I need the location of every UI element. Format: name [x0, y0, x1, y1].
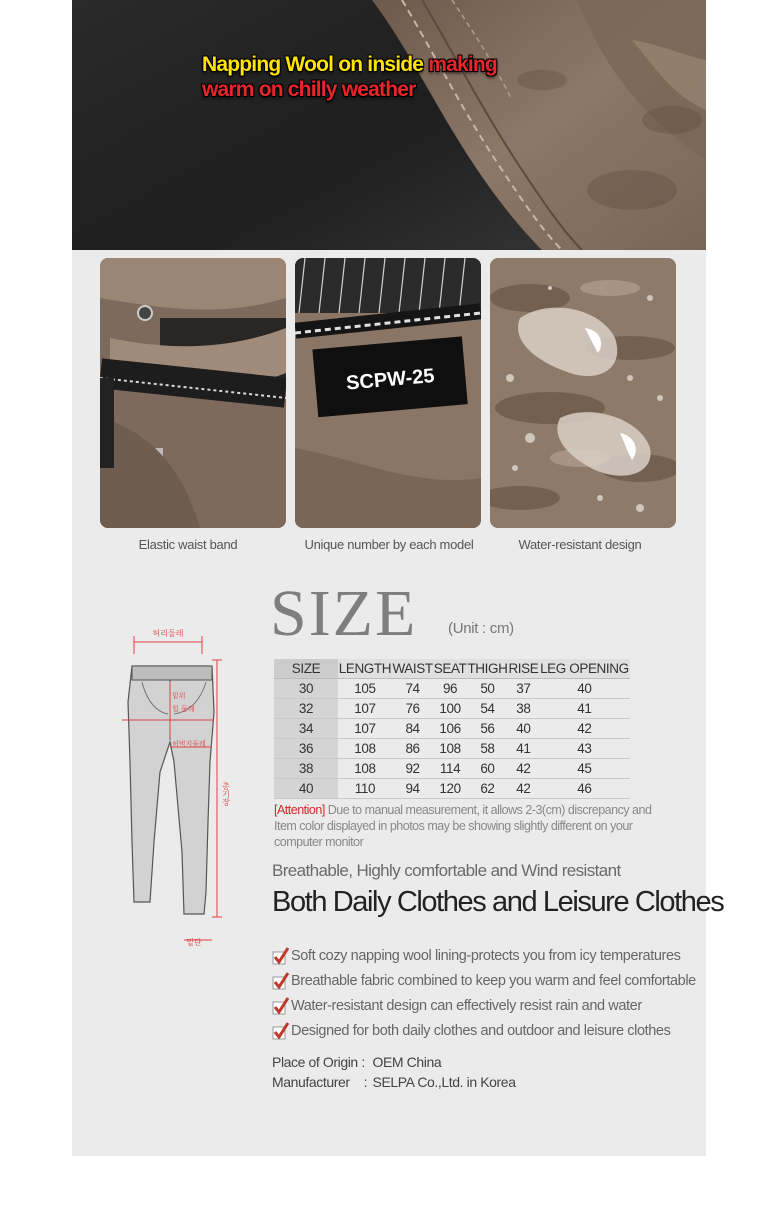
measurement-cell: 58	[467, 739, 508, 759]
measurement-cell: 54	[467, 699, 508, 719]
measurement-cell: 46	[539, 779, 630, 799]
product-detail-panel	[72, 0, 724, 1156]
waist-dimension-label: 허리둘레	[152, 629, 184, 638]
size-header-cell: SEAT	[433, 659, 467, 679]
attention-label: [Attention]	[274, 803, 325, 817]
hero-fabric-image	[72, 0, 706, 250]
origin-row	[272, 1054, 441, 1070]
thigh-dimension-label: 허벅지둘레	[172, 740, 206, 748]
measurement-cell: 84	[392, 719, 433, 739]
caption-water-resistant: Water-resistant design	[518, 537, 642, 552]
measurement-cell: 50	[467, 679, 508, 699]
size-table-row	[274, 699, 630, 719]
attention-note	[274, 802, 654, 850]
model-tag-text: SCPW-25	[345, 364, 436, 395]
feature-item	[272, 993, 696, 1018]
measurement-cell: 42	[508, 759, 539, 779]
measurement-cell: 107	[338, 719, 392, 739]
measurement-cell: 38	[508, 699, 539, 719]
hero-caption-yellow: Napping Wool on inside	[202, 53, 424, 76]
manufacturer-label: Manufacturer :	[272, 1074, 368, 1090]
pants-measurement-diagram	[112, 622, 252, 952]
measurement-cell: 45	[539, 759, 630, 779]
feature-item	[272, 943, 696, 968]
size-header-cell: LENGTH	[338, 659, 392, 679]
hip-dimension-label: 힙 둘레	[172, 705, 195, 713]
measurement-cell: 108	[338, 739, 392, 759]
size-value-cell: 32	[274, 699, 338, 719]
checkmark-icon	[272, 1021, 290, 1041]
origin-value: OEM China	[372, 1054, 442, 1070]
measurement-cell: 40	[508, 719, 539, 739]
size-header-cell: THIGH	[467, 659, 508, 679]
measurement-cell: 100	[433, 699, 467, 719]
checkmark-icon	[272, 946, 290, 966]
measurement-cell: 107	[338, 699, 392, 719]
measurement-cell: 42	[539, 719, 630, 739]
feature-text: Soft cozy napping wool lining-protects you from icy temperatures	[291, 947, 681, 964]
measurement-cell: 56	[467, 719, 508, 739]
caption-waistband: Elastic waist band	[138, 537, 238, 552]
manufacturer-row	[272, 1074, 516, 1090]
size-table-header-row	[274, 659, 630, 679]
hero-caption-red-line2: warm on chilly weather	[202, 78, 416, 101]
measurement-cell: 108	[338, 759, 392, 779]
feature-text: Breathable fabric combined to keep you warm and feel comfortable	[291, 972, 696, 989]
attention-text: Due to manual measurement, it allows 2-3(cm) discrepancy and Item color displayed in photos may be showing slightly different on your computer monitor	[274, 803, 652, 849]
measurement-cell: 120	[433, 779, 467, 799]
measurement-cell: 106	[433, 719, 467, 739]
size-header-cell: WAIST	[392, 659, 433, 679]
manufacturer-value: SELPA Co.,Ltd. in Korea	[372, 1074, 516, 1090]
measurement-cell: 60	[467, 759, 508, 779]
rise-dimension-label: 밑위	[172, 692, 186, 700]
measurement-cell: 110	[338, 779, 392, 799]
measurement-cell: 92	[392, 759, 433, 779]
size-value-cell: 34	[274, 719, 338, 739]
checkmark-icon	[272, 996, 290, 1016]
size-header-cell: RISE	[508, 659, 539, 679]
size-value-cell: 30	[274, 679, 338, 699]
feature-list	[272, 943, 696, 1043]
measurement-cell: 114	[433, 759, 467, 779]
feature-text: Designed for both daily clothes and outdoor and leisure clothes	[291, 1022, 671, 1039]
detail-image-label	[295, 258, 481, 528]
length-dimension-label: 총기장	[221, 782, 231, 806]
measurement-cell: 40	[539, 679, 630, 699]
hero-caption-red: making	[428, 53, 497, 76]
size-table	[274, 659, 630, 799]
size-table-row	[274, 679, 630, 699]
size-value-cell: 40	[274, 779, 338, 799]
size-value-cell: 38	[274, 759, 338, 779]
size-table-row	[274, 719, 630, 739]
measurement-cell: 43	[539, 739, 630, 759]
feature-item	[272, 1018, 696, 1043]
hero-caption	[202, 52, 497, 102]
size-table-body	[274, 679, 630, 799]
measurement-cell: 41	[539, 699, 630, 719]
checkmark-icon	[272, 971, 290, 991]
measurement-cell: 96	[433, 679, 467, 699]
feature-item	[272, 968, 696, 993]
size-table-row	[274, 739, 630, 759]
detail-image-water	[490, 258, 676, 528]
measurement-cell: 42	[508, 779, 539, 799]
fabric-closeup-illustration	[72, 0, 706, 250]
measurement-cell: 86	[392, 739, 433, 759]
size-unit: (Unit : cm)	[448, 620, 514, 637]
origin-label: Place of Origin :	[272, 1054, 365, 1070]
measurement-cell: 62	[467, 779, 508, 799]
measurement-cell: 94	[392, 779, 433, 799]
size-header-cell: SIZE	[274, 659, 338, 679]
size-table-row	[274, 779, 630, 799]
headline: Both Daily Clothes and Leisure Clothes	[272, 886, 724, 918]
measurement-cell: 37	[508, 679, 539, 699]
hem-dimension-label: 밑단	[186, 938, 202, 947]
measurement-cell: 74	[392, 679, 433, 699]
tagline: Breathable, Highly comfortable and Wind resistant	[272, 861, 621, 880]
measurement-cell: 105	[338, 679, 392, 699]
size-header-cell: LEG OPENING	[539, 659, 630, 679]
size-table-row	[274, 759, 630, 779]
feature-text: Water-resistant design can effectively resist rain and water	[291, 997, 642, 1014]
measurement-cell: 76	[392, 699, 433, 719]
detail-image-waistband	[100, 258, 286, 528]
size-value-cell: 36	[274, 739, 338, 759]
measurement-cell: 108	[433, 739, 467, 759]
size-heading: SIZE	[270, 577, 418, 650]
measurement-cell: 41	[508, 739, 539, 759]
caption-model-number: Unique number by each model	[304, 537, 474, 552]
